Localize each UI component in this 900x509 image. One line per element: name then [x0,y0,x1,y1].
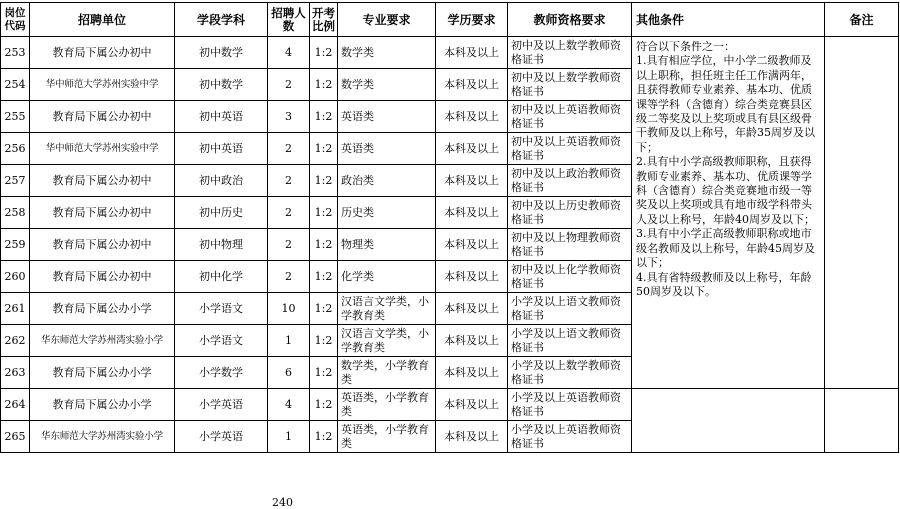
cell-code: 263 [1,357,30,389]
cell-num: 2 [268,197,310,229]
cell-code: 262 [1,325,30,357]
cell-major: 化学类 [338,261,436,293]
cell-code: 264 [1,389,30,421]
header-edu: 学历要求 [436,3,508,37]
cell-code: 260 [1,261,30,293]
cell-num: 4 [268,37,310,69]
cell-num: 1 [268,325,310,357]
table-row [1,37,899,69]
other-condition-item: 1.具有相应学位，中小学二级教师及以上职称，担任班主任工作满两年，且获得教师专业素养、基本功、优质课等学科（含德育）综合类竞赛县区级二等奖及以上奖项或具有县区级骨干教师及以上称号，年龄35周岁及以下； [636,54,815,154]
cell-num: 4 [268,389,310,421]
cell-num: 6 [268,357,310,389]
cell-subject: 小学数学 [175,357,268,389]
other-conditions-intro: 符合以下条件之一： [636,40,735,53]
cell-num: 1 [268,421,310,453]
cell-major: 数学类，小学教育类 [338,357,436,389]
cell-ratio: 1:2 [310,229,338,261]
cell-subject: 初中数学 [175,37,268,69]
header-subject: 学段学科 [175,3,268,37]
recruitment-table [0,2,899,453]
cell-major: 英语类，小学教育类 [338,421,436,453]
cell-subject: 初中历史 [175,197,268,229]
cell-edu: 本科及以上 [436,293,508,325]
cell-edu: 本科及以上 [436,261,508,293]
cell-cert: 小学及以上数学教师资格证书 [508,357,632,389]
cell-major: 英语类 [338,133,436,165]
cell-major: 英语类 [338,101,436,133]
cell-cert: 初中及以上数学教师资格证书 [508,37,632,69]
cell-subject: 小学语文 [175,293,268,325]
header-major: 专业要求 [338,3,436,37]
other-condition-item: 4.具有省特级教师及以上称号，年龄50周岁及以下。 [636,270,812,298]
other-condition-item: 3.具有中小学正高级教师职称或地市级名教师及以上称号，年龄45周岁及以下； [636,227,815,270]
cell-edu: 本科及以上 [436,421,508,453]
cell-code: 256 [1,133,30,165]
cell-unit: 华东师范大学苏州湾实验小学 [30,325,175,357]
cell-edu: 本科及以上 [436,37,508,69]
cell-num: 3 [268,101,310,133]
cell-unit: 华东师范大学苏州湾实验小学 [30,421,175,453]
table-header-row [1,3,899,37]
cell-ratio: 1:2 [310,69,338,101]
cell-unit: 教育局下属公办初中 [30,197,175,229]
cell-unit: 教育局下属公办小学 [30,389,175,421]
cell-edu: 本科及以上 [436,101,508,133]
cell-edu: 本科及以上 [436,69,508,101]
cell-num: 2 [268,261,310,293]
other-condition-item: 2.具有中小学高级教师职称，且获得教师专业素养、基本功、优质课等学科（含德育）综合类竞赛地市级一等奖及以上奖项或具有地市级学科带头人及以上称号，年龄40周岁及以下； [636,155,815,226]
cell-subject: 初中政治 [175,165,268,197]
cell-ratio: 1:2 [310,293,338,325]
cell-major: 数学类 [338,69,436,101]
cell-cert: 初中及以上历史教师资格证书 [508,197,632,229]
cell-edu: 本科及以上 [436,165,508,197]
cell-num: 2 [268,69,310,101]
cell-cert: 初中及以上英语教师资格证书 [508,101,632,133]
cell-num: 2 [268,229,310,261]
cell-ratio: 1:2 [310,421,338,453]
cell-ratio: 1:2 [310,389,338,421]
cell-code: 259 [1,229,30,261]
header-ratio: 开考比例 [310,3,338,37]
cell-ratio: 1:2 [310,261,338,293]
header-other: 其他条件 [632,3,825,37]
cell-cert: 小学及以上英语教师资格证书 [508,421,632,453]
cell-code: 258 [1,197,30,229]
cell-subject: 初中英语 [175,133,268,165]
cell-ratio: 1:2 [310,101,338,133]
cell-ratio: 1:2 [310,165,338,197]
cell-cert: 初中及以上物理教师资格证书 [508,229,632,261]
cell-subject: 小学英语 [175,389,268,421]
cell-code: 253 [1,37,30,69]
cell-unit: 华中师范大学苏州实验中学 [30,69,175,101]
cell-edu: 本科及以上 [436,389,508,421]
cell-ratio: 1:2 [310,357,338,389]
cell-unit: 教育局下属公办初中 [30,261,175,293]
other-conditions-empty-cell [632,389,825,453]
cell-unit: 教育局下属公办小学 [30,293,175,325]
remark-cell [825,37,899,389]
cell-major: 历史类 [338,197,436,229]
cell-unit: 华中师范大学苏州实验中学 [30,133,175,165]
cell-unit: 教育局下属公办初中 [30,229,175,261]
cell-subject: 初中数学 [175,69,268,101]
remark-empty-cell [825,389,899,453]
header-remark: 备注 [825,3,899,37]
cell-num: 2 [268,133,310,165]
cell-subject: 小学语文 [175,325,268,357]
header-num: 招聘人数 [268,3,310,37]
cell-edu: 本科及以上 [436,197,508,229]
cell-major: 英语类，小学教育类 [338,389,436,421]
cell-num: 2 [268,165,310,197]
cell-edu: 本科及以上 [436,229,508,261]
cell-cert: 初中及以上化学教师资格证书 [508,261,632,293]
cell-unit: 教育局下属公办初中 [30,101,175,133]
cell-code: 254 [1,69,30,101]
cell-ratio: 1:2 [310,133,338,165]
other-conditions-cell [632,37,825,389]
cell-code: 261 [1,293,30,325]
cell-cert: 初中及以上政治教师资格证书 [508,165,632,197]
cell-major: 政治类 [338,165,436,197]
cell-ratio: 1:2 [310,325,338,357]
cell-subject: 初中化学 [175,261,268,293]
cell-major: 物理类 [338,229,436,261]
cell-edu: 本科及以上 [436,133,508,165]
cell-cert: 小学及以上英语教师资格证书 [508,389,632,421]
header-unit: 招聘单位 [30,3,175,37]
cell-edu: 本科及以上 [436,325,508,357]
cell-cert: 小学及以上语文教师资格证书 [508,293,632,325]
cell-major: 数学类 [338,37,436,69]
cell-subject: 小学英语 [175,421,268,453]
header-cert: 教师资格要求 [508,3,632,37]
cell-major: 汉语言文学类，小学教育类 [338,325,436,357]
cell-ratio: 1:2 [310,37,338,69]
cell-cert: 初中及以上英语教师资格证书 [508,133,632,165]
cell-ratio: 1:2 [310,197,338,229]
cell-code: 265 [1,421,30,453]
table-row [1,389,899,421]
cell-code: 255 [1,101,30,133]
cell-subject: 初中英语 [175,101,268,133]
cell-num: 10 [268,293,310,325]
cell-major: 汉语言文学类，小学教育类 [338,293,436,325]
cell-cert: 初中及以上数学教师资格证书 [508,69,632,101]
page-number: 240 [272,496,293,509]
cell-unit: 教育局下属公办小学 [30,357,175,389]
header-code: 岗位代码 [1,3,30,37]
cell-code: 257 [1,165,30,197]
cell-unit: 教育局下属公办初中 [30,165,175,197]
cell-unit: 教育局下属公办初中 [30,37,175,69]
cell-cert: 小学及以上语文教师资格证书 [508,325,632,357]
cell-subject: 初中物理 [175,229,268,261]
cell-edu: 本科及以上 [436,357,508,389]
